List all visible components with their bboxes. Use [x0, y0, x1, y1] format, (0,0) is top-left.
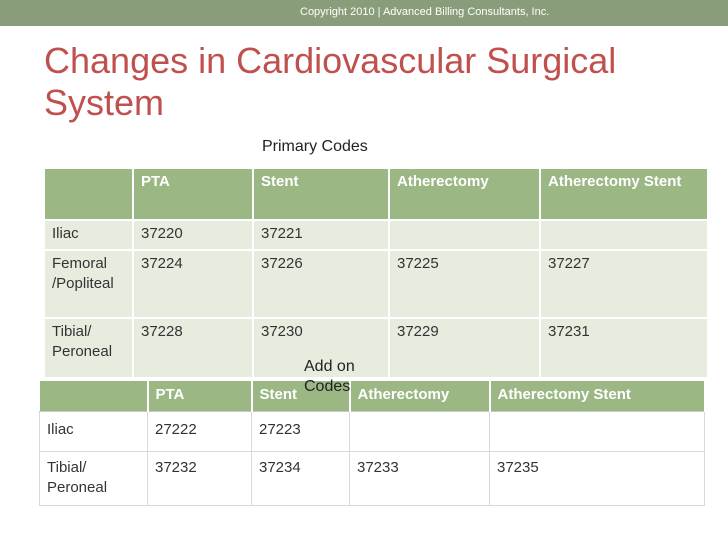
table-cell: 37225: [389, 250, 540, 318]
table-cell: 37233: [350, 452, 490, 506]
column-header: [45, 169, 133, 220]
row-label: Femoral /Popliteal: [45, 250, 133, 318]
table-row: [45, 318, 708, 377]
table-cell: 37220: [133, 220, 253, 250]
table-cell: [490, 412, 705, 452]
table-row: [40, 452, 705, 506]
table-cell: 37229: [389, 318, 540, 377]
table-cell: 37228: [133, 318, 253, 377]
column-header: Stent: [252, 381, 350, 412]
table-cell: 37226: [253, 250, 389, 318]
row-label: Iliac: [45, 220, 133, 250]
table-cell: 37221: [253, 220, 389, 250]
primary-codes-label: Primary Codes: [262, 138, 368, 155]
column-header: Atherectomy: [350, 381, 490, 412]
addon-codes-label: Add on Codes: [304, 358, 355, 395]
table-row: [45, 250, 708, 318]
row-label: Tibial/ Peroneal: [45, 318, 133, 377]
column-header: Atherectomy Stent: [540, 169, 708, 220]
top-banner: [0, 0, 728, 26]
table-row: [40, 412, 705, 452]
table-cell: 37227: [540, 250, 708, 318]
table-cell: 27222: [148, 412, 252, 452]
table-cell: 37232: [148, 452, 252, 506]
addon-codes-table: [39, 381, 706, 506]
table-cell: [540, 220, 708, 250]
table-cell: 37231: [540, 318, 708, 377]
table-header-row: [45, 169, 708, 220]
column-header: [40, 381, 148, 412]
row-label: Iliac: [40, 412, 148, 452]
row-label: Tibial/ Peroneal: [40, 452, 148, 506]
column-header: Atherectomy Stent: [490, 381, 705, 412]
copyright-text: Copyright 2010 | Advanced Billing Consultants, Inc.: [300, 6, 550, 18]
table-cell: 37234: [252, 452, 350, 506]
column-header: PTA: [133, 169, 253, 220]
primary-codes-table: [45, 169, 709, 377]
table-cell: [389, 220, 540, 250]
slide-title: Changes in Cardiovascular Surgical System: [44, 40, 617, 123]
column-header: PTA: [148, 381, 252, 412]
table-cell: 27223: [252, 412, 350, 452]
column-header: Stent: [253, 169, 389, 220]
table-cell: 37224: [133, 250, 253, 318]
table-cell: 37230: [253, 318, 389, 377]
column-header: Atherectomy: [389, 169, 540, 220]
table-cell: [350, 412, 490, 452]
table-row: [45, 220, 708, 250]
table-cell: 37235: [490, 452, 705, 506]
